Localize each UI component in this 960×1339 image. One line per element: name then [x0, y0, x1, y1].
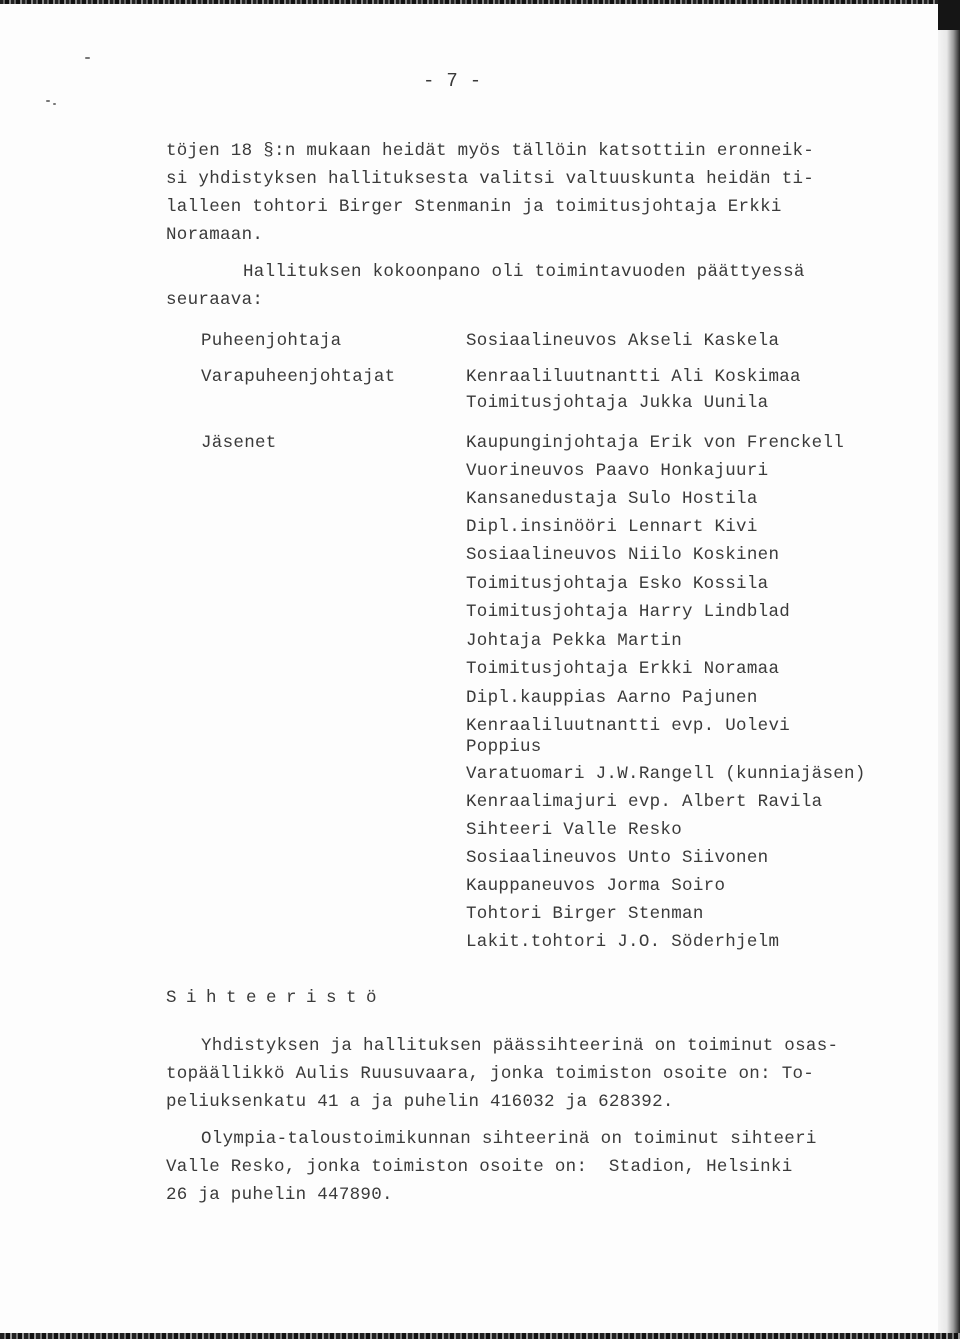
member-name: Lakit.tohtori J.O. Söderhjelm	[466, 932, 780, 952]
member-name: Varatuomari J.W.Rangell (kunniajäsen)	[466, 764, 866, 784]
section-heading: Sihteeristö	[166, 988, 387, 1008]
secretariat-line: Valle Resko, jonka toimiston osoite on: Stadion, Helsinki	[166, 1157, 793, 1177]
member-name: Kenraalimajuri evp. Albert Ravila	[466, 792, 823, 812]
vice-chair-label: Varapuheenjohtajat	[201, 367, 396, 387]
vice-chair-name: Kenraaliluutnantti Ali Koskimaa	[466, 367, 801, 387]
page-number: - 7 -	[423, 70, 482, 92]
scan-edge-top	[0, 0, 960, 4]
member-name: Dipl.insinööri Lennart Kivi	[466, 517, 758, 537]
scan-speck	[46, 100, 50, 102]
chair-name: Sosiaalineuvos Akseli Kaskela	[466, 331, 780, 351]
secretariat-line: peliuksenkatu 41 a ja puhelin 416032 ja 628392.	[166, 1092, 674, 1112]
secretariat-line: topäällikkö Aulis Ruusuvaara, jonka toimiston osoite on: To-	[166, 1064, 815, 1084]
member-name: Sihteeri Valle Resko	[466, 820, 683, 840]
members-label: Jäsenet	[201, 433, 277, 453]
secretariat-line: 26 ja puhelin 447890.	[166, 1185, 393, 1205]
member-name: Vuorineuvos Paavo Honkajuuri	[466, 461, 769, 481]
member-name: Dipl.kauppias Aarno Pajunen	[466, 688, 758, 708]
chair-label: Puheenjohtaja	[201, 331, 342, 351]
scan-corner	[938, 0, 960, 30]
secretariat-line: Olympia-taloustoimikunnan sihteerinä on toiminut sihteeri	[201, 1129, 817, 1149]
board-intro-line: Hallituksen kokoonpano oli toimintavuoden päättyessä	[243, 262, 805, 282]
member-name: Tohtori Birger Stenman	[466, 904, 704, 924]
intro-line: si yhdistyksen hallituksesta valitsi valtuuskunta heidän ti-	[166, 169, 815, 189]
member-name: Poppius	[466, 737, 542, 757]
member-name: Kaupunginjohtaja Erik von Frenckell	[466, 433, 845, 453]
member-name: Johtaja Pekka Martin	[466, 631, 683, 651]
member-name: Toimitusjohtaja Erkki Noramaa	[466, 659, 780, 679]
member-name: Kauppaneuvos Jorma Soiro	[466, 876, 726, 896]
intro-line: Noramaan.	[166, 225, 264, 245]
member-name: Kansanedustaja Sulo Hostila	[466, 489, 758, 509]
vice-chair-name: Toimitusjohtaja Jukka Uunila	[466, 393, 769, 413]
scan-speck	[85, 57, 90, 59]
member-name: Sosiaalineuvos Niilo Koskinen	[466, 545, 780, 565]
member-name: Kenraaliluutnantti evp. Uolevi	[466, 716, 791, 736]
intro-line: lalleen tohtori Birger Stenmanin ja toimitusjohtaja Erkki	[166, 197, 782, 217]
intro-line: töjen 18 §:n mukaan heidät myös tällöin katsottiin eronneik-	[166, 141, 815, 161]
board-intro-line: seuraava:	[166, 290, 264, 310]
scan-edge-bottom	[0, 1333, 960, 1339]
scan-edge-right	[938, 0, 960, 1339]
member-name: Sosiaalineuvos Unto Siivonen	[466, 848, 769, 868]
scan-speck	[53, 103, 56, 105]
member-name: Toimitusjohtaja Esko Kossila	[466, 574, 769, 594]
member-name: Toimitusjohtaja Harry Lindblad	[466, 602, 791, 622]
secretariat-line: Yhdistyksen ja hallituksen päässihteerinä on toiminut osas-	[201, 1036, 839, 1056]
